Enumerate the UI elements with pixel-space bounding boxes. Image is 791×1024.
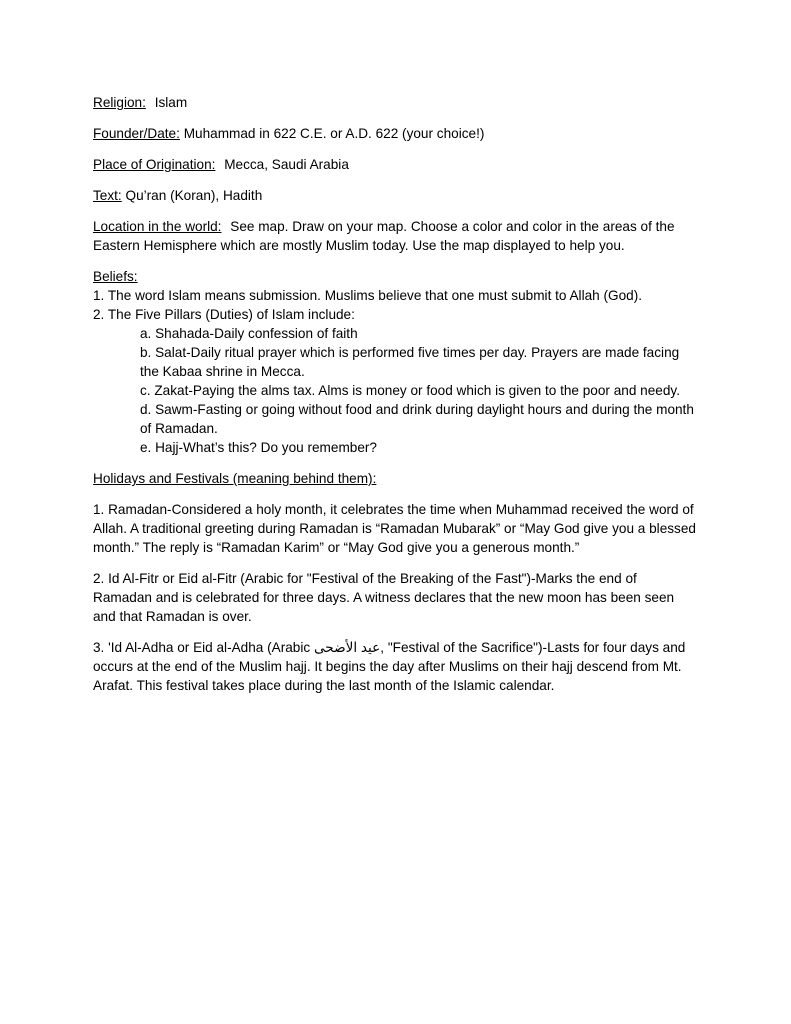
beliefs-heading: Beliefs: <box>93 269 138 284</box>
worksheet-page <box>93 93 698 695</box>
origin-value: Mecca, Saudi Arabia <box>224 157 349 172</box>
holiday-item-3-arabic: عيد الأضحى <box>313 640 381 655</box>
pillar-d: d. Sawm-Fasting or going without food and drink during daylight hours and during the month of Ramadan. <box>140 402 694 436</box>
text-value: Qu’ran (Koran), Hadith <box>125 188 263 203</box>
belief-item-1: 1. The word Islam means submission. Muslims believe that one must submit to Allah (God). <box>93 288 643 303</box>
pillar-b: b. Salat-Daily ritual prayer which is performed five times per day. Prayers are made facing the Kabaa shrine in Mecca. <box>140 345 680 379</box>
holiday-item-3 <box>93 638 698 695</box>
religion-label: Religion: <box>93 95 146 110</box>
text-field <box>93 186 698 205</box>
holiday-item-3-prefix: 3. 'Id Al-Adha or Eid al-Adha (Arabic <box>93 640 314 655</box>
founder-value: Muhammad in 622 C.E. or A.D. 622 (your choice!) <box>183 126 485 141</box>
beliefs-section <box>93 267 698 457</box>
origin-field <box>93 155 698 174</box>
origin-label: Place of Origination: <box>93 157 216 172</box>
pillar-c: c. Zakat-Paying the alms tax. Alms is money or food which is given to the poor and needy. <box>140 383 680 398</box>
founder-field <box>93 124 698 143</box>
holiday-item-3-rest: , "Festival of the Sacrifice")-Lasts for four days and occurs at the end of the Muslim hajj. It begins the day after Muslims on their hajj descend from Mt. Arafat. This festival takes place during the last month of the Islamic calendar. <box>93 640 686 693</box>
religion-value: Islam <box>154 95 188 110</box>
holidays-heading: Holidays and Festivals (meaning behind them): <box>93 471 377 486</box>
location-field <box>93 217 698 255</box>
pillar-e: e. Hajj-What’s this? Do you remember? <box>140 440 377 455</box>
holiday-item-1: 1. Ramadan-Considered a holy month, it celebrates the time when Muhammad received the word of Allah. A traditional greeting during Ramadan is “Ramadan Mubarak” or “May God give you a blessed month.” The reply is “Ramadan Karim” or “May God give you a generous month.” <box>93 502 696 555</box>
text-label: Text: <box>93 188 122 203</box>
location-value: See map. Draw on your map. Choose a color and color in the areas of the Eastern Hemisphere which are mostly Muslim today. Use the map displayed to help you. <box>93 219 675 253</box>
pillars-list <box>93 324 698 457</box>
religion-field <box>93 93 698 112</box>
pillar-a: a. Shahada-Daily confession of faith <box>140 326 358 341</box>
location-label: Location in the world: <box>93 219 222 234</box>
belief-item-2: 2. The Five Pillars (Duties) of Islam include: <box>93 307 355 322</box>
holiday-item-2: 2. Id Al-Fitr or Eid al-Fitr (Arabic for "Festival of the Breaking of the Fast")-Marks the end of Ramadan and is celebrated for three days. A witness declares that the new moon has been seen and that Ramadan is over. <box>93 571 675 624</box>
founder-label: Founder/Date: <box>93 126 180 141</box>
